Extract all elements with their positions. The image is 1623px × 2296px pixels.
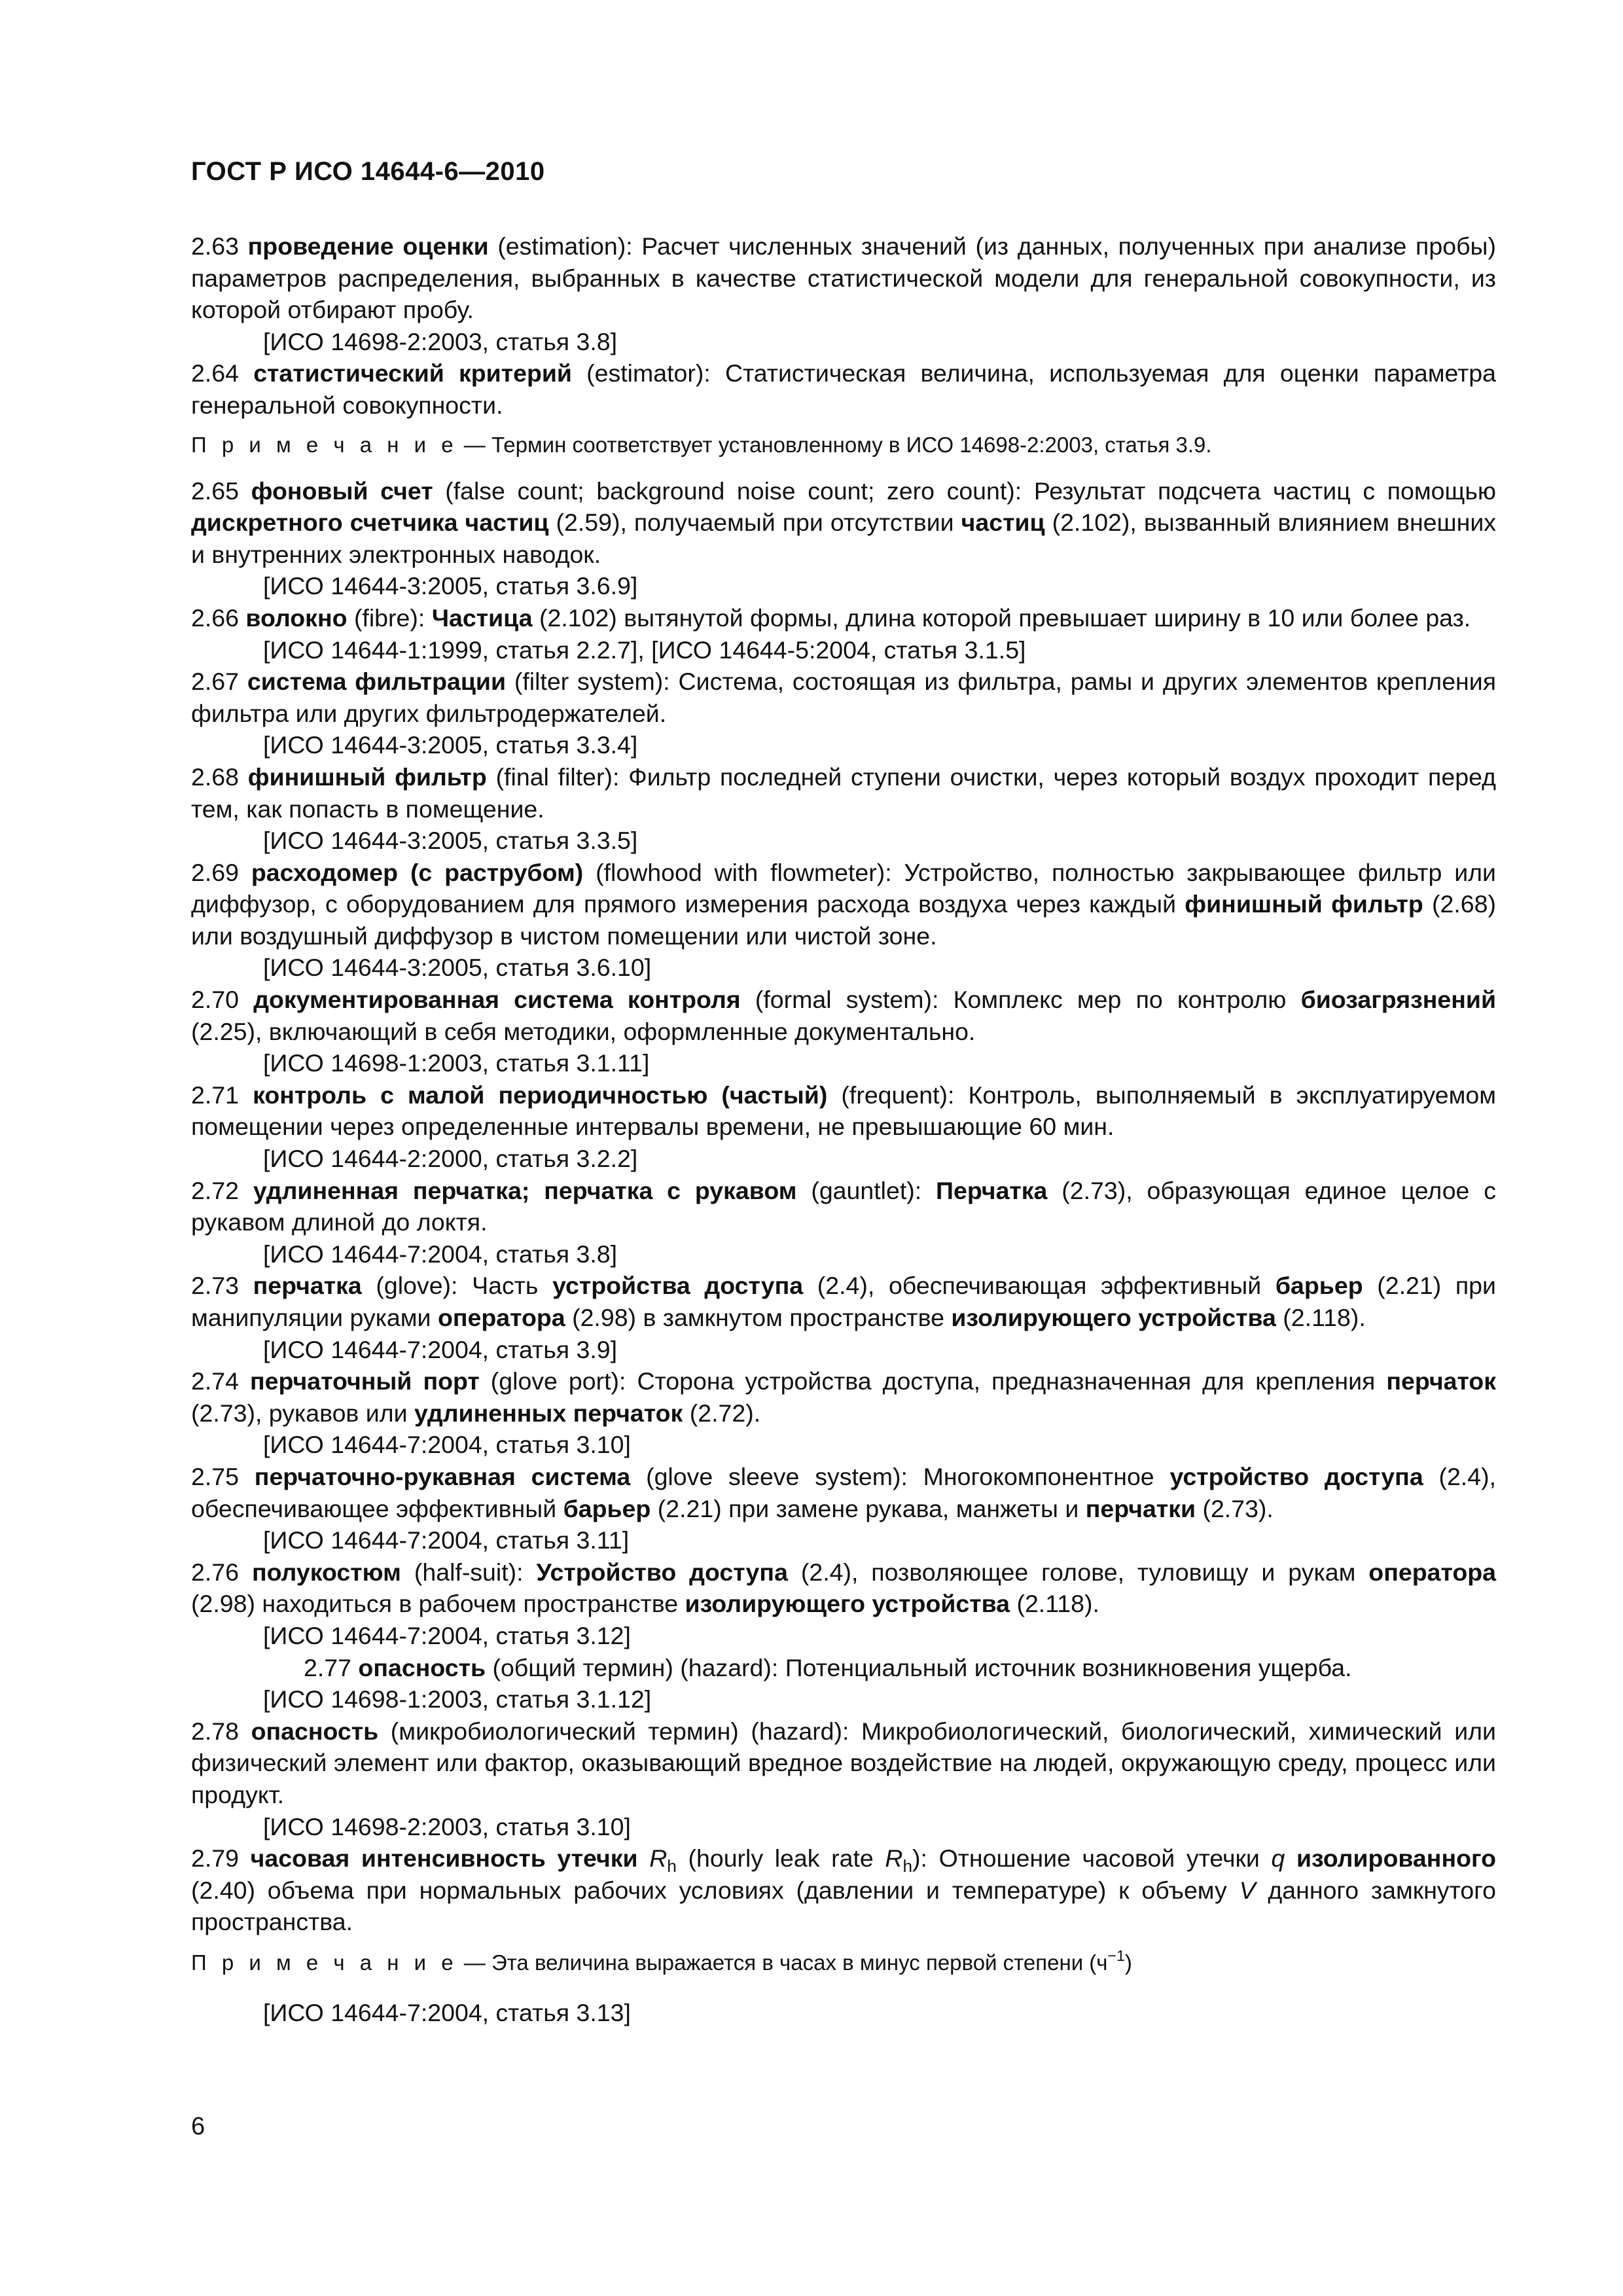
term: статистический критерий — [253, 359, 572, 387]
term: опасность — [358, 1653, 486, 1681]
entry-2-66: 2.66 волокно (fibre): Частица (2.102) вытянутой формы, длина которой превышает ширину в 10 или более раз. — [191, 603, 1471, 632]
term: перчатка — [253, 1272, 362, 1300]
reference: [ИСО 14644-3:2005, статья 3.3.4] — [263, 731, 638, 759]
note: П р и м е ч а н и е — Термин соответствует установленному в ИСО 14698-2:2003, статья 3.9. — [191, 432, 1212, 457]
reference: [ИСО 14644-1:1999, статья 2.2.7], [ИСО 14644-5:2004, статья 3.1.5] — [263, 636, 1026, 664]
reference: [ИСО 14698-1:2003, статья 3.1.12] — [263, 1685, 652, 1713]
entry-2-76: 2.76 полукостюм (half-suit): Устройство доступа (2.4), позволяющее голове, туловищу и рукам оператора (2.98) находиться в рабочем пространстве изолирующего устройства (2.118). — [191, 1558, 1497, 1618]
term: проведение оценки — [247, 232, 489, 260]
reference: [ИСО 14698-2:2003, статья 3.10] — [263, 1812, 631, 1840]
entry-2-68: 2.68 финишный фильтр (final filter): Фильтр последней ступени очистки, через который воздух проходит перед тем, как попасть в помещение. — [191, 762, 1496, 823]
entry-2-72: 2.72 удлиненная перчатка; перчатка с рукавом (gauntlet): Перчатка (2.73), образующая единое целое с рукавом длиной до локтя. — [191, 1176, 1496, 1236]
term: контроль с малой периодичностью (частый) — [253, 1081, 828, 1109]
term: полукостюм — [251, 1558, 401, 1586]
entry-2-65: 2.65 фоновый счет (false count; background noise count; zero count): Результат подсчета частиц с помощью дискретного счетчика частиц (2.59), получаемый при отсутствии частиц (2.102), вызванный влиянием внешних и внутренних электронных наводок. — [191, 476, 1497, 568]
term: расходомер (с раструбом) — [251, 858, 584, 886]
reference: [ИСО 14644-7:2004, статья 3.12] — [263, 1621, 631, 1649]
term: удлиненная перчатка; перчатка с рукавом — [253, 1176, 797, 1204]
term: часовая интенсивность утечки — [250, 1844, 638, 1873]
entry-2-79: 2.79 часовая интенсивность утечки $R_h$ (hourly leak rate $R_h$): Отношение часовой утечки q изолированного (2.40) объема при нормальных рабочих условиях (давлении и температуре) к объему V данного замкнутого пространства. — [191, 1844, 1497, 1936]
entry-2-71: 2.71 контроль с малой периодичностью (частый) (frequent): Контроль, выполняемый в эксплуатируемом помещении через определенные интервалы времени, не превышающие 60 мин. — [191, 1081, 1497, 1141]
reference: [ИСО 14644-3:2005, статья 3.6.10] — [263, 954, 652, 982]
term: перчаточно-рукавная система — [254, 1462, 631, 1490]
entry-2-64: 2.64 статистический критерий (estimator): Статистическая величина, используемая для оценки параметра генеральной совокупности. — [191, 359, 1497, 419]
reference: [ИСО 14644-7:2004, статья 3.11] — [263, 1526, 630, 1554]
entry-2-75: 2.75 перчаточно-рукавная система (glove sleeve system): Многокомпонентное устройство доступа (2.4), обеспечивающее эффективный барьер (2.21) при замене рукава, манжеты и перчатки (2.73). — [191, 1462, 1496, 1522]
reference: [ИСО 14644-7:2004, статья 3.10] — [263, 1431, 631, 1459]
page-number: 6 — [191, 2113, 205, 2140]
entry-2-74: 2.74 перчаточный порт (glove port): Сторона устройства доступа, предназначенная для крепления перчаток (2.73), рукавов или удлиненных перчаток (2.72). — [191, 1367, 1496, 1427]
term: документированная система контроля — [253, 986, 741, 1014]
entry-2-78: 2.78 опасность (микробиологический термин) (hazard): Микробиологический, биологический, химический или физический элемент или фактор, оказывающий вредное воздействие на людей, окружающую среду, процесс или продукт. — [191, 1717, 1496, 1808]
reference: [ИСО 14698-1:2003, статья 3.1.11] — [263, 1049, 650, 1077]
reference: [ИСО 14644-7:2004, статья 3.13] — [263, 1998, 631, 2026]
reference: [ИСО 14644-3:2005, статья 3.3.5] — [263, 827, 638, 855]
reference: [ИСО 14644-2:2000, статья 3.2.2] — [263, 1145, 638, 1173]
reference: [ИСО 14644-7:2004, статья 3.9] — [263, 1335, 618, 1363]
entry-2-69: 2.69 расходомер (с раструбом) (flowhood with flowmeter): Устройство, полностью закрывающее фильтр или диффузор, с оборудованием для прямого измерения расхода воздуха через каждый финишный фильтр (2.68) или воздушный диффузор в чистом помещении или чистой зоне. — [191, 858, 1496, 950]
entry-2-63: 2.63 проведение оценки (estimation): Расчет численных значений (из данных, полученных при анализе пробы) параметров распределения, выбранных в качестве статистической модели для генеральной совокупности, из которой отбирают пробу. — [191, 232, 1496, 324]
term: опасность — [251, 1717, 379, 1745]
note: П р и м е ч а н и е — Эта величина выражается в часах в минус первой степени $(ч^{-1})$ — [191, 1946, 1132, 1975]
entry-2-77: 2.77 опасность (общий термин) (hazard): Потенциальный источник возникновения ущерба. — [304, 1653, 1352, 1681]
term: фоновый счет — [251, 476, 433, 505]
reference: [ИСО 14698-2:2003, статья 3.8] — [263, 327, 618, 355]
symbol: R — [649, 1844, 668, 1873]
term: волокно — [245, 603, 348, 632]
entry-2-73: 2.73 перчатка (glove): Часть устройства доступа (2.4), обеспечивающая эффективный барьер (2.21) при манипуляции руками оператора (2.98) в замкнутом пространстве изолирующего устройства (2.118). — [191, 1272, 1496, 1331]
terms-list — [191, 230, 1496, 2028]
reference: [ИСО 14644-3:2005, статья 3.6.9] — [263, 572, 638, 600]
standard-title: ГОСТ Р ИСО 14644-6—2010 — [191, 157, 545, 186]
reference: [ИСО 14644-7:2004, статья 3.8] — [263, 1240, 618, 1268]
entry-2-70: 2.70 документированная система контроля (formal system): Комплекс мер по контролю биозагрязнений (2.25), включающий в себя методики, оформленные документально. — [191, 986, 1497, 1045]
entry-2-67: 2.67 система фильтрации (filter system): Система, состоящая из фильтра, рамы и других элементов крепления фильтра или других фильтродержателей. — [191, 668, 1497, 727]
term: перчаточный порт — [250, 1367, 480, 1395]
term: финишный фильтр — [247, 762, 487, 791]
term: система фильтрации — [247, 668, 507, 696]
